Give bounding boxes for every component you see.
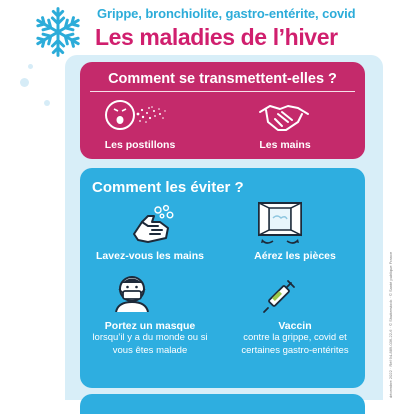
open-window-icon	[255, 200, 305, 246]
prevention-card	[80, 168, 365, 388]
hand-wash-icon	[128, 204, 178, 244]
postillons-label: Les postillons	[104, 139, 176, 151]
snow-decoration	[44, 100, 50, 106]
lavez-mains-label: Lavez-vous les mains	[96, 250, 204, 262]
transmission-heading: Comment se transmettent-elles ?	[108, 71, 337, 87]
handshake-icon	[258, 100, 310, 134]
transmission-card	[80, 62, 365, 159]
snow-decoration	[20, 78, 29, 87]
side-credit: décembre 2022 · Réf 94-889-036-22-6 · © Shutterstock · © Santé publique France	[388, 251, 393, 398]
syringe-icon	[260, 278, 300, 314]
masque-detail: lorsqu’il y a du monde ou si vous êtes malade	[92, 332, 208, 356]
header-subtitle: Grippe, bronchiolite, gastro-entérite, covid	[97, 6, 356, 21]
prevention-heading: Comment les éviter ?	[92, 179, 244, 196]
vaccin-label: Vaccin	[278, 320, 312, 332]
vaccin-detail: contre la grippe, covid et certaines gastro-entérites	[241, 332, 349, 356]
aerez-label: Aérez les pièces	[254, 250, 336, 262]
divider	[90, 91, 355, 92]
next-card	[80, 394, 365, 414]
snowflake-icon	[30, 4, 86, 60]
mask-person-icon	[112, 274, 152, 312]
snow-decoration	[28, 64, 33, 69]
page-title: Les maladies de l’hiver	[95, 24, 338, 50]
face-sneeze-icon	[105, 98, 171, 132]
mains-label: Les mains	[259, 139, 311, 151]
masque-label: Portez un masque	[104, 320, 196, 332]
